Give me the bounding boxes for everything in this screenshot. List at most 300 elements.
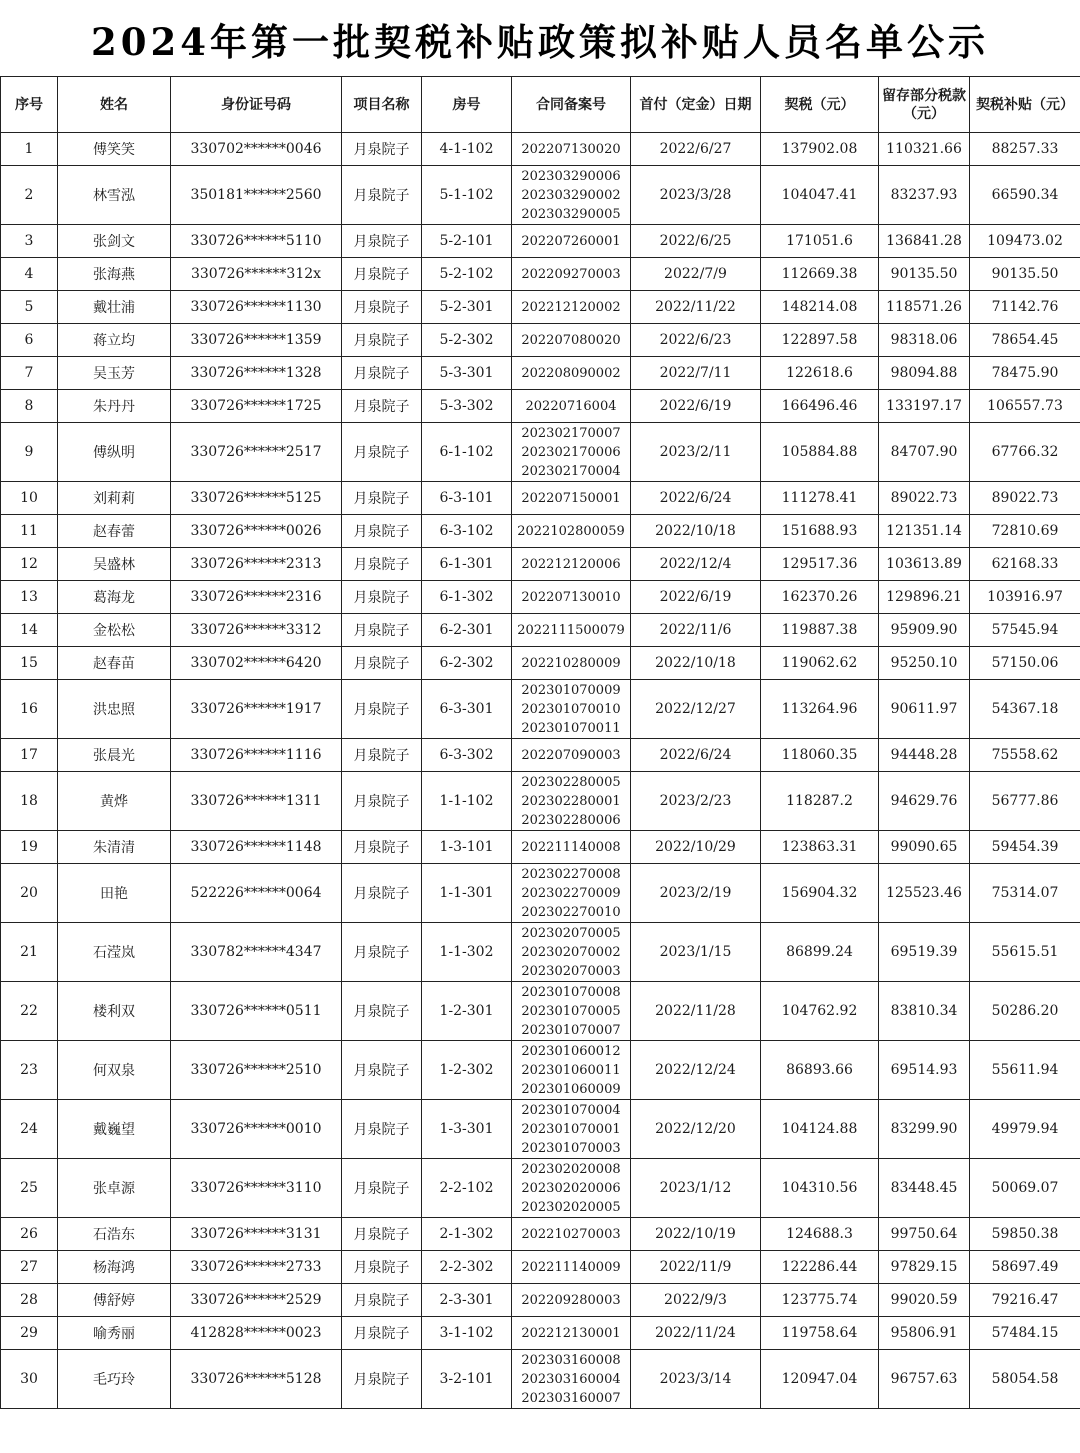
cell-name: 戴巍望 [58,1100,171,1159]
cell-no: 29 [1,1317,58,1350]
page-title: 2024年第一批契税补贴政策拟补贴人员名单公示 [91,20,989,64]
cell-retained: 95806.91 [879,1317,970,1350]
table-row [1,923,1080,982]
cell-project: 月泉院子 [342,1317,422,1350]
cell-name: 喻秀丽 [58,1317,171,1350]
cell-retained: 83299.90 [879,1100,970,1159]
cell-name: 张海燕 [58,258,171,291]
cell-no: 3 [1,225,58,258]
cell-name: 石滢岚 [58,923,171,982]
table-row [1,482,1080,515]
cell-name: 朱丹丹 [58,390,171,423]
cell-room: 4-1-102 [422,133,512,166]
cell-name: 赵春苗 [58,647,171,680]
contract-number: 202303290006 [521,168,621,184]
cell-id-number: 330726******0026 [171,515,342,548]
cell-retained: 98318.06 [879,324,970,357]
cell-id-number: 330726******1130 [171,291,342,324]
table-row [1,1218,1080,1251]
cell-date: 2022/11/24 [631,1317,761,1350]
subsidy-table [0,76,1080,1409]
cell-date: 2022/6/24 [631,739,761,772]
cell-subsidy: 57545.94 [970,614,1080,647]
contract-number: 202301070001 [521,1121,621,1137]
cell-room: 5-3-302 [422,390,512,423]
cell-id-number: 330726******1116 [171,739,342,772]
table-row [1,291,1080,324]
cell-tax: 156904.32 [761,864,879,923]
contract-number: 202302020006 [521,1180,621,1196]
contract-number: 2022102800059 [517,523,625,539]
cell-name: 楼利双 [58,982,171,1041]
cell-retained: 83810.34 [879,982,970,1041]
cell-tax: 162370.26 [761,581,879,614]
cell-no: 4 [1,258,58,291]
cell-project: 月泉院子 [342,680,422,739]
cell-date: 2022/6/23 [631,324,761,357]
cell-room: 1-2-302 [422,1041,512,1100]
cell-name: 傅笑笑 [58,133,171,166]
cell-no: 14 [1,614,58,647]
cell-date: 2022/6/27 [631,133,761,166]
cell-no: 28 [1,1284,58,1317]
cell-id-number: 330726******1359 [171,324,342,357]
cell-date: 2023/3/28 [631,166,761,225]
cell-tax: 104762.92 [761,982,879,1041]
cell-id-number: 330726******1311 [171,772,342,831]
table-row [1,614,1080,647]
cell-no: 16 [1,680,58,739]
cell-room: 5-2-101 [422,225,512,258]
cell-contract [512,1100,631,1159]
cell-name: 张晨光 [58,739,171,772]
cell-subsidy: 55611.94 [970,1041,1080,1100]
cell-retained: 83237.93 [879,166,970,225]
contract-number: 202209270003 [521,266,621,282]
table-row [1,581,1080,614]
cell-no: 20 [1,864,58,923]
cell-tax: 119062.62 [761,647,879,680]
cell-retained: 69519.39 [879,923,970,982]
cell-name: 刘莉莉 [58,482,171,515]
cell-room: 5-2-302 [422,324,512,357]
contract-number: 202301060009 [521,1081,621,1097]
contract-number: 202303160004 [521,1371,621,1387]
contract-number: 202207260001 [521,233,621,249]
cell-project: 月泉院子 [342,923,422,982]
cell-no: 5 [1,291,58,324]
table-row [1,1100,1080,1159]
cell-contract [512,831,631,864]
cell-subsidy: 56777.86 [970,772,1080,831]
cell-retained: 129896.21 [879,581,970,614]
cell-project: 月泉院子 [342,423,422,482]
cell-date: 2022/11/22 [631,291,761,324]
contract-number: 202302170004 [521,463,621,479]
contract-number: 202302270010 [521,904,621,920]
contract-number: 202302020005 [521,1199,621,1215]
cell-room: 1-2-301 [422,982,512,1041]
header-subsidy: 契税补贴（元） [970,77,1080,133]
cell-retained: 121351.14 [879,515,970,548]
cell-id-number: 330726******312x [171,258,342,291]
table-row [1,864,1080,923]
cell-contract [512,133,631,166]
cell-subsidy: 54367.18 [970,680,1080,739]
cell-subsidy: 78475.90 [970,357,1080,390]
cell-contract [512,647,631,680]
cell-room: 6-3-302 [422,739,512,772]
cell-project: 月泉院子 [342,831,422,864]
cell-id-number: 330726******5125 [171,482,342,515]
cell-subsidy: 71142.76 [970,291,1080,324]
cell-room: 5-2-102 [422,258,512,291]
cell-tax: 118287.2 [761,772,879,831]
cell-tax: 86893.66 [761,1041,879,1100]
header-id-number: 身份证号码 [171,77,342,133]
contract-number: 202211140008 [521,839,621,855]
cell-tax: 86899.24 [761,923,879,982]
cell-id-number: 330726******0511 [171,982,342,1041]
contract-number: 202302070002 [521,944,621,960]
cell-contract [512,423,631,482]
cell-subsidy: 50069.07 [970,1159,1080,1218]
cell-id-number: 330726******2529 [171,1284,342,1317]
contract-number: 202301070005 [521,1003,621,1019]
cell-date: 2023/3/14 [631,1350,761,1409]
cell-project: 月泉院子 [342,225,422,258]
cell-no: 22 [1,982,58,1041]
contract-number: 202303160007 [521,1390,621,1406]
cell-project: 月泉院子 [342,739,422,772]
cell-name: 毛巧玲 [58,1350,171,1409]
cell-date: 2022/9/3 [631,1284,761,1317]
cell-room: 6-3-301 [422,680,512,739]
cell-name: 黄烨 [58,772,171,831]
cell-id-number: 330726******1725 [171,390,342,423]
cell-room: 6-3-101 [422,482,512,515]
cell-id-number: 522226******0064 [171,864,342,923]
cell-name: 葛海龙 [58,581,171,614]
cell-retained: 118571.26 [879,291,970,324]
cell-retained: 99750.64 [879,1218,970,1251]
cell-contract [512,1159,631,1218]
cell-subsidy: 103916.97 [970,581,1080,614]
contract-number: 202303290005 [521,206,621,222]
contract-number: 202302070005 [521,925,621,941]
table-row [1,324,1080,357]
cell-contract [512,772,631,831]
cell-no: 15 [1,647,58,680]
cell-date: 2023/1/12 [631,1159,761,1218]
contract-number: 202302270008 [521,866,621,882]
cell-no: 24 [1,1100,58,1159]
cell-id-number: 330726******3312 [171,614,342,647]
header-room: 房号 [422,77,512,133]
cell-contract [512,548,631,581]
cell-retained: 84707.90 [879,423,970,482]
cell-project: 月泉院子 [342,133,422,166]
cell-room: 6-1-302 [422,581,512,614]
cell-id-number: 330782******4347 [171,923,342,982]
cell-room: 2-1-302 [422,1218,512,1251]
cell-date: 2022/6/19 [631,390,761,423]
cell-date: 2022/7/9 [631,258,761,291]
contract-number: 202301070010 [521,701,621,717]
header-project: 项目名称 [342,77,422,133]
cell-tax: 105884.88 [761,423,879,482]
cell-project: 月泉院子 [342,1284,422,1317]
cell-id-number: 330726******5128 [171,1350,342,1409]
cell-no: 27 [1,1251,58,1284]
cell-id-number: 330702******0046 [171,133,342,166]
contract-number: 202212130001 [521,1325,621,1341]
cell-name: 朱清清 [58,831,171,864]
cell-name: 张卓源 [58,1159,171,1218]
cell-date: 2023/2/23 [631,772,761,831]
cell-project: 月泉院子 [342,515,422,548]
cell-id-number: 330726******5110 [171,225,342,258]
cell-contract [512,1251,631,1284]
cell-room: 6-1-102 [422,423,512,482]
cell-name: 林雪泓 [58,166,171,225]
cell-no: 30 [1,1350,58,1409]
contract-number: 202207150001 [521,490,621,506]
contract-number: 202301070007 [521,1022,621,1038]
cell-tax: 122897.58 [761,324,879,357]
cell-project: 月泉院子 [342,166,422,225]
cell-project: 月泉院子 [342,772,422,831]
cell-no: 11 [1,515,58,548]
cell-tax: 119758.64 [761,1317,879,1350]
cell-date: 2022/12/20 [631,1100,761,1159]
cell-room: 1-1-301 [422,864,512,923]
cell-name: 吴玉芳 [58,357,171,390]
cell-contract [512,357,631,390]
table-row [1,982,1080,1041]
cell-retained: 125523.46 [879,864,970,923]
cell-no: 12 [1,548,58,581]
cell-tax: 129517.36 [761,548,879,581]
cell-id-number: 330702******6420 [171,647,342,680]
cell-project: 月泉院子 [342,1159,422,1218]
cell-retained: 98094.88 [879,357,970,390]
cell-project: 月泉院子 [342,482,422,515]
cell-room: 6-3-102 [422,515,512,548]
cell-date: 2022/11/6 [631,614,761,647]
cell-date: 2023/2/11 [631,423,761,482]
header-date: 首付（定金）日期 [631,77,761,133]
table-row [1,390,1080,423]
cell-no: 21 [1,923,58,982]
cell-no: 17 [1,739,58,772]
cell-id-number: 330726******3110 [171,1159,342,1218]
header-contract: 合同备案号 [512,77,631,133]
table-row [1,225,1080,258]
cell-subsidy: 88257.33 [970,133,1080,166]
cell-no: 9 [1,423,58,482]
contract-number: 202303290002 [521,187,621,203]
contract-number: 202207130020 [521,141,621,157]
cell-id-number: 330726******2733 [171,1251,342,1284]
header-no: 序号 [1,77,58,133]
cell-subsidy: 57484.15 [970,1317,1080,1350]
cell-subsidy: 58054.58 [970,1350,1080,1409]
table-row [1,680,1080,739]
cell-subsidy: 67766.32 [970,423,1080,482]
cell-tax: 122618.6 [761,357,879,390]
cell-project: 月泉院子 [342,614,422,647]
cell-retained: 89022.73 [879,482,970,515]
cell-tax: 120947.04 [761,1350,879,1409]
contract-number: 202210280009 [521,655,621,671]
table-row [1,1317,1080,1350]
contract-number: 202207130010 [521,589,621,605]
table-row [1,1284,1080,1317]
cell-tax: 123775.74 [761,1284,879,1317]
cell-retained: 99090.65 [879,831,970,864]
cell-contract [512,166,631,225]
cell-retained: 95909.90 [879,614,970,647]
contract-number: 202301060011 [521,1062,621,1078]
contract-number: 202208090002 [521,365,621,381]
cell-room: 1-1-302 [422,923,512,982]
cell-retained: 133197.17 [879,390,970,423]
cell-subsidy: 66590.34 [970,166,1080,225]
cell-project: 月泉院子 [342,357,422,390]
cell-name: 田艳 [58,864,171,923]
cell-subsidy: 62168.33 [970,548,1080,581]
cell-project: 月泉院子 [342,1251,422,1284]
cell-project: 月泉院子 [342,982,422,1041]
cell-tax: 113264.96 [761,680,879,739]
cell-room: 5-1-102 [422,166,512,225]
cell-tax: 104047.41 [761,166,879,225]
cell-tax: 111278.41 [761,482,879,515]
cell-date: 2022/12/4 [631,548,761,581]
cell-date: 2022/10/29 [631,831,761,864]
table-row [1,423,1080,482]
cell-name: 洪忠照 [58,680,171,739]
cell-room: 2-2-302 [422,1251,512,1284]
cell-name: 戴壮浦 [58,291,171,324]
cell-retained: 136841.28 [879,225,970,258]
cell-project: 月泉院子 [342,258,422,291]
cell-project: 月泉院子 [342,548,422,581]
cell-contract [512,515,631,548]
table-row [1,357,1080,390]
cell-date: 2022/10/18 [631,515,761,548]
cell-name: 傅舒婷 [58,1284,171,1317]
table-row [1,831,1080,864]
cell-name: 何双泉 [58,1041,171,1100]
cell-retained: 90611.97 [879,680,970,739]
contract-number: 202301070011 [521,720,621,736]
contract-number: 202302280001 [521,793,621,809]
cell-name: 金松松 [58,614,171,647]
cell-room: 1-3-101 [422,831,512,864]
cell-id-number: 330726******1917 [171,680,342,739]
cell-date: 2022/6/25 [631,225,761,258]
contract-number: 202302070003 [521,963,621,979]
cell-room: 3-2-101 [422,1350,512,1409]
contract-number: 2022111500079 [517,622,625,638]
contract-number: 202302270009 [521,885,621,901]
cell-contract [512,739,631,772]
cell-no: 23 [1,1041,58,1100]
cell-tax: 171051.6 [761,225,879,258]
cell-contract [512,1350,631,1409]
contract-number: 202301070004 [521,1102,621,1118]
cell-room: 2-3-301 [422,1284,512,1317]
cell-contract [512,614,631,647]
cell-no: 18 [1,772,58,831]
cell-contract [512,324,631,357]
cell-subsidy: 72810.69 [970,515,1080,548]
contract-number: 202212120002 [521,299,621,315]
contract-number: 202212120006 [521,556,621,572]
cell-name: 蒋立均 [58,324,171,357]
cell-subsidy: 55615.51 [970,923,1080,982]
table-body [1,133,1080,1409]
cell-no: 25 [1,1159,58,1218]
cell-no: 1 [1,133,58,166]
cell-contract [512,680,631,739]
cell-no: 13 [1,581,58,614]
cell-contract [512,225,631,258]
cell-date: 2022/12/27 [631,680,761,739]
table-row [1,133,1080,166]
cell-id-number: 330726******3131 [171,1218,342,1251]
cell-date: 2023/1/15 [631,923,761,982]
cell-contract [512,291,631,324]
contract-number: 202301060012 [521,1043,621,1059]
cell-retained: 99020.59 [879,1284,970,1317]
cell-project: 月泉院子 [342,647,422,680]
cell-name: 吴盛林 [58,548,171,581]
cell-id-number: 330726******2517 [171,423,342,482]
cell-id-number: 330726******2316 [171,581,342,614]
table-row [1,258,1080,291]
contract-number: 202302280006 [521,812,621,828]
cell-date: 2022/11/28 [631,982,761,1041]
cell-name: 杨海鸿 [58,1251,171,1284]
cell-subsidy: 59454.39 [970,831,1080,864]
cell-date: 2022/10/19 [631,1218,761,1251]
contract-number: 202302170007 [521,425,621,441]
cell-no: 2 [1,166,58,225]
contract-number: 202209280003 [521,1292,621,1308]
cell-tax: 104124.88 [761,1100,879,1159]
cell-project: 月泉院子 [342,1100,422,1159]
cell-tax: 123863.31 [761,831,879,864]
cell-date: 2022/7/11 [631,357,761,390]
cell-tax: 151688.93 [761,515,879,548]
cell-subsidy: 75314.07 [970,864,1080,923]
cell-project: 月泉院子 [342,1350,422,1409]
cell-room: 6-2-301 [422,614,512,647]
cell-contract [512,482,631,515]
cell-id-number: 350181******2560 [171,166,342,225]
cell-project: 月泉院子 [342,390,422,423]
cell-subsidy: 59850.38 [970,1218,1080,1251]
cell-room: 6-2-302 [422,647,512,680]
table-row [1,166,1080,225]
cell-tax: 166496.46 [761,390,879,423]
cell-room: 5-2-301 [422,291,512,324]
cell-tax: 124688.3 [761,1218,879,1251]
cell-project: 月泉院子 [342,291,422,324]
